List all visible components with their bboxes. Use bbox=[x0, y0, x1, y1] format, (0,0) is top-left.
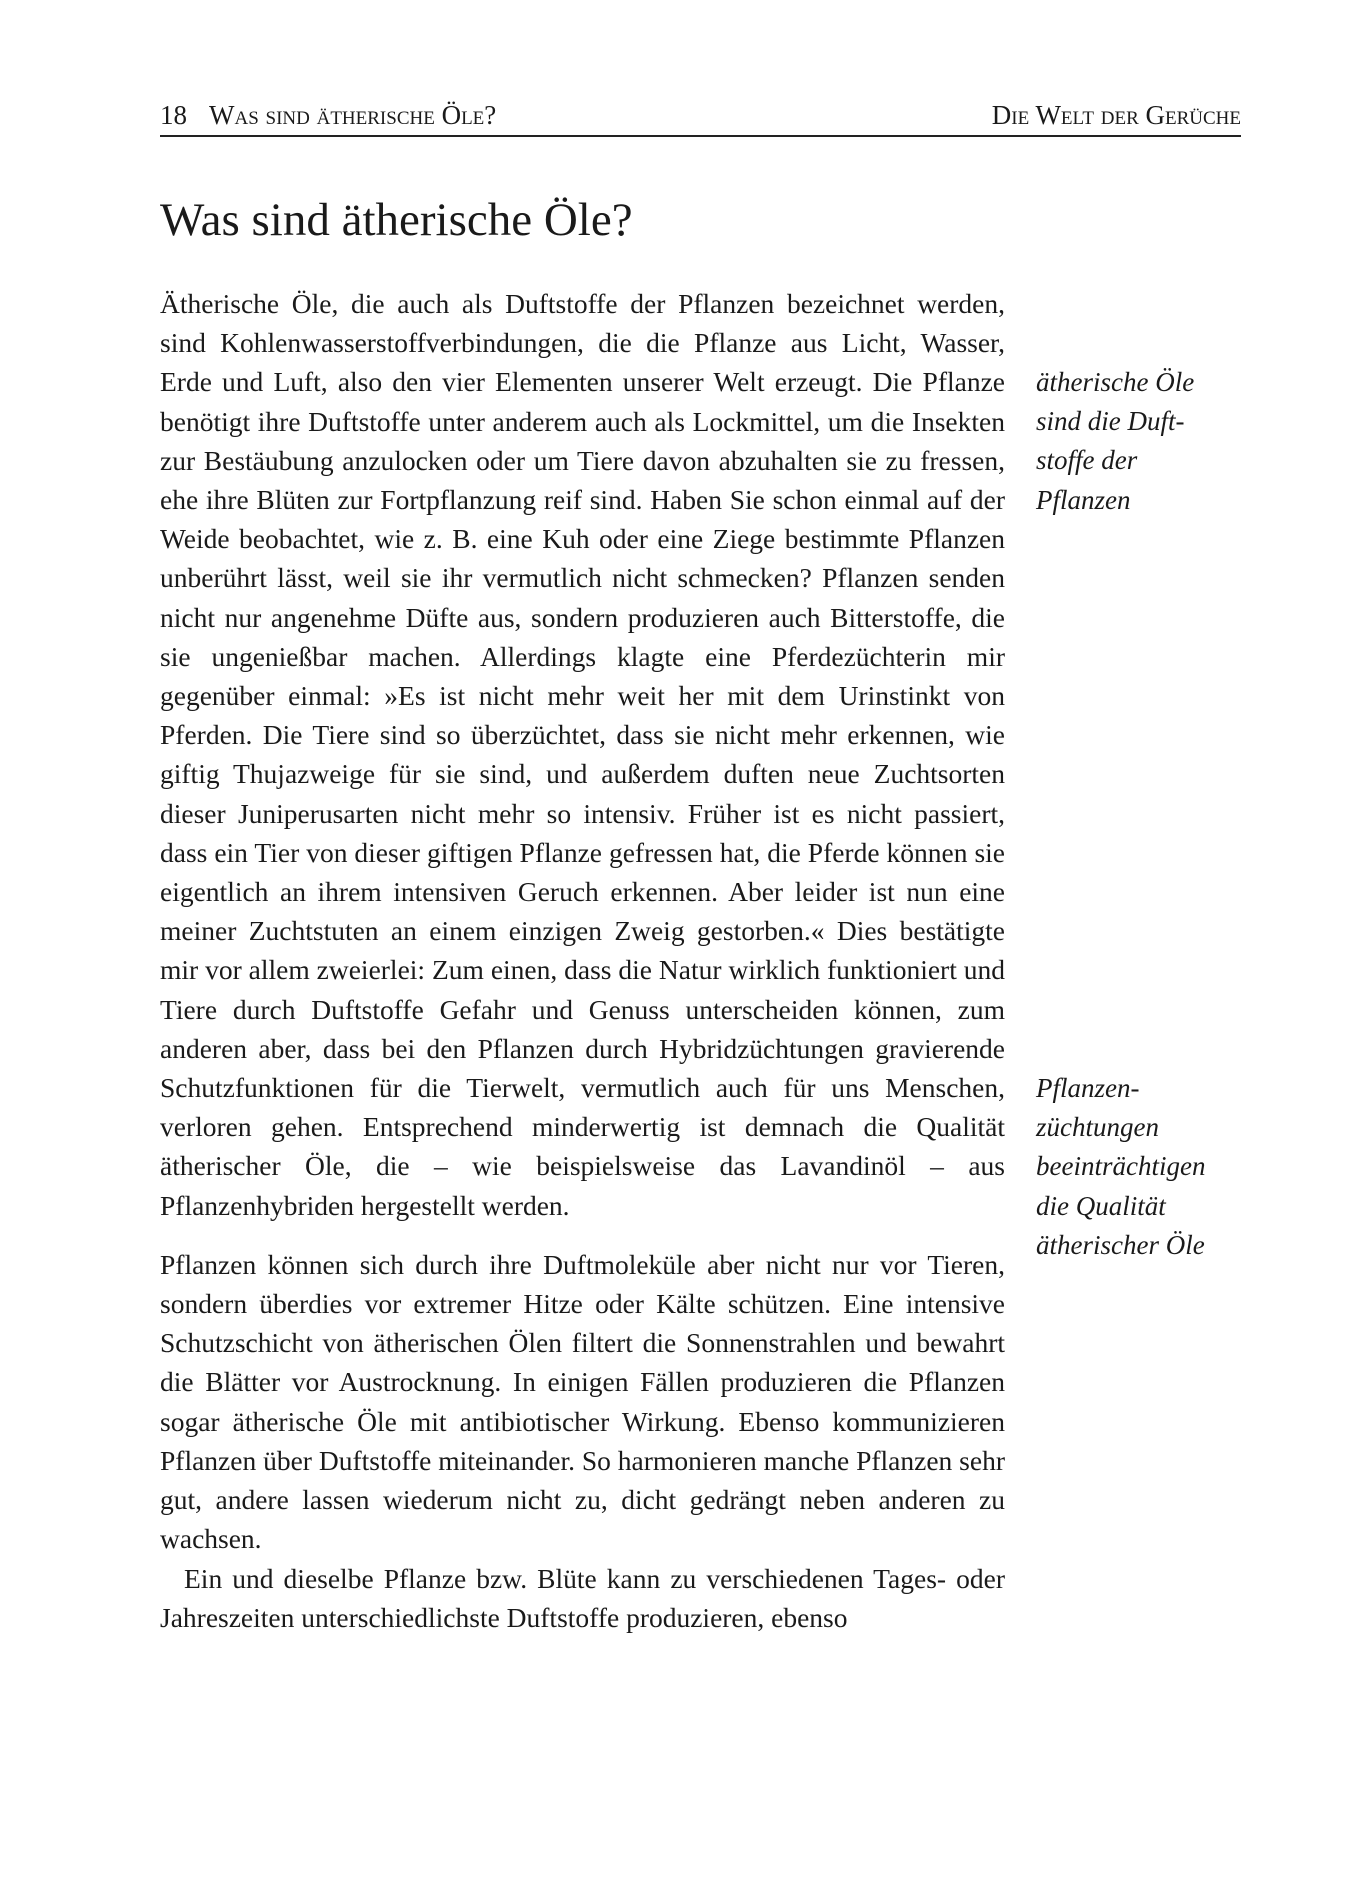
paragraph: Pflanzen können sich durch ihre Duftmoleküle aber nicht nur vor Tieren, sondern überdies vor extremer Hitze oder Kälte schützen. Eine intensive Schutzschicht von ätherischen Ölen filtert die Sonnenstrahlen und bewahrt die Blätter vor Austrocknung. In einigen Fällen produzieren die Pflanzen sogar ätherische Öle mit antibiotischer Wirkung. Ebenso kommunizieren Pflanzen über Duftstoffe miteinander. So harmonieren manche Pflanzen sehr gut, andere lassen wiederum nicht zu, dicht gedrängt neben anderen zu wachsen. bbox=[160, 1248, 1005, 1555]
paragraph: Ein und dieselbe Pflanze bzw. Blüte kann zu verschiedenen Tages- oder Jahreszeiten unterschiedlichste Duftstoffe produzieren, ebenso bbox=[160, 1562, 1005, 1633]
chapter-title: Die Welt der Gerüche bbox=[991, 100, 1241, 130]
margin-note: Pflanzen- züchtungen beeinträchtigen die Qualität ätherischer Öle bbox=[1036, 1073, 1206, 1260]
section-title: Was sind ätherische Öle? bbox=[209, 100, 497, 130]
margin-note: ätherische Öle sind die Duft- stoffe der Pflanzen bbox=[1036, 367, 1195, 515]
page-title: Was sind ätherische Öle? bbox=[160, 194, 633, 246]
page-number: 18 bbox=[160, 100, 187, 130]
running-head bbox=[160, 95, 1241, 137]
running-head-left bbox=[160, 95, 496, 135]
paragraph: Ätherische Öle, die auch als Duftstoffe der Pflanzen bezeichnet werden, sind Kohlenwasserstoffverbindungen, die die Pflanze aus Licht, Wasser, Erde und Luft, also den vier Elementen unserer Welt erzeugt. Die Pflanze benötigt ihre Duftstoffe unter anderem auch als Lockmittel, um die Insekten zur Bestäubung anzulocken oder um Tiere davon abzuhalten sie zu fressen, ehe ihre Blüten zur Fortpflanzung reif sind. Haben Sie schon einmal auf der Weide beobachtet, wie z. B. eine Kuh oder eine Ziege bestimmte Pflanzen unberührt lässt, weil sie ihr vermutlich nicht schmecken? Pflanzen senden nicht nur angenehme Düfte aus, sondern produzieren auch Bitterstoffe, die sie ungenießbar machen. Allerdings klagte eine Pferdezüchterin mir gegenüber einmal: »Es ist nicht mehr weit her mit dem Urinstinkt von Pferden. Die Tiere sind so überzüchtet, dass sie nicht mehr erkennen, wie giftig Thujazweige für sie sind, und außerdem duften neue Zuchtsorten dieser Juniperusarten nicht mehr so intensiv. Früher ist es nicht passiert, dass ein Tier von dieser giftigen Pflanze gefressen hat, die Pferde können sie eigentlich an ihrem intensiven Geruch erkennen. Aber leider ist nun eine meiner Zuchtstuten an einem einzigen Zweig gestorben.« Dies bestätigte mir vor allem zweierlei: Zum einen, dass die Natur wirklich funktioniert und Tiere durch Duftstoffe Gefahr und Genuss unterscheiden können, zum anderen aber, dass bei den Pflanzen durch Hybridzüchtungen gravierende Schutzfunktionen für die Tierwelt, vermutlich auch für uns Menschen, verloren gehen. Entsprechend minderwertig ist demnach die Qualität ätherischer Öle, die – wie beispielsweise das Lavandinöl – aus Pflanzenhybriden hergestellt werden. bbox=[160, 288, 1005, 1221]
body-text bbox=[160, 284, 1005, 1637]
